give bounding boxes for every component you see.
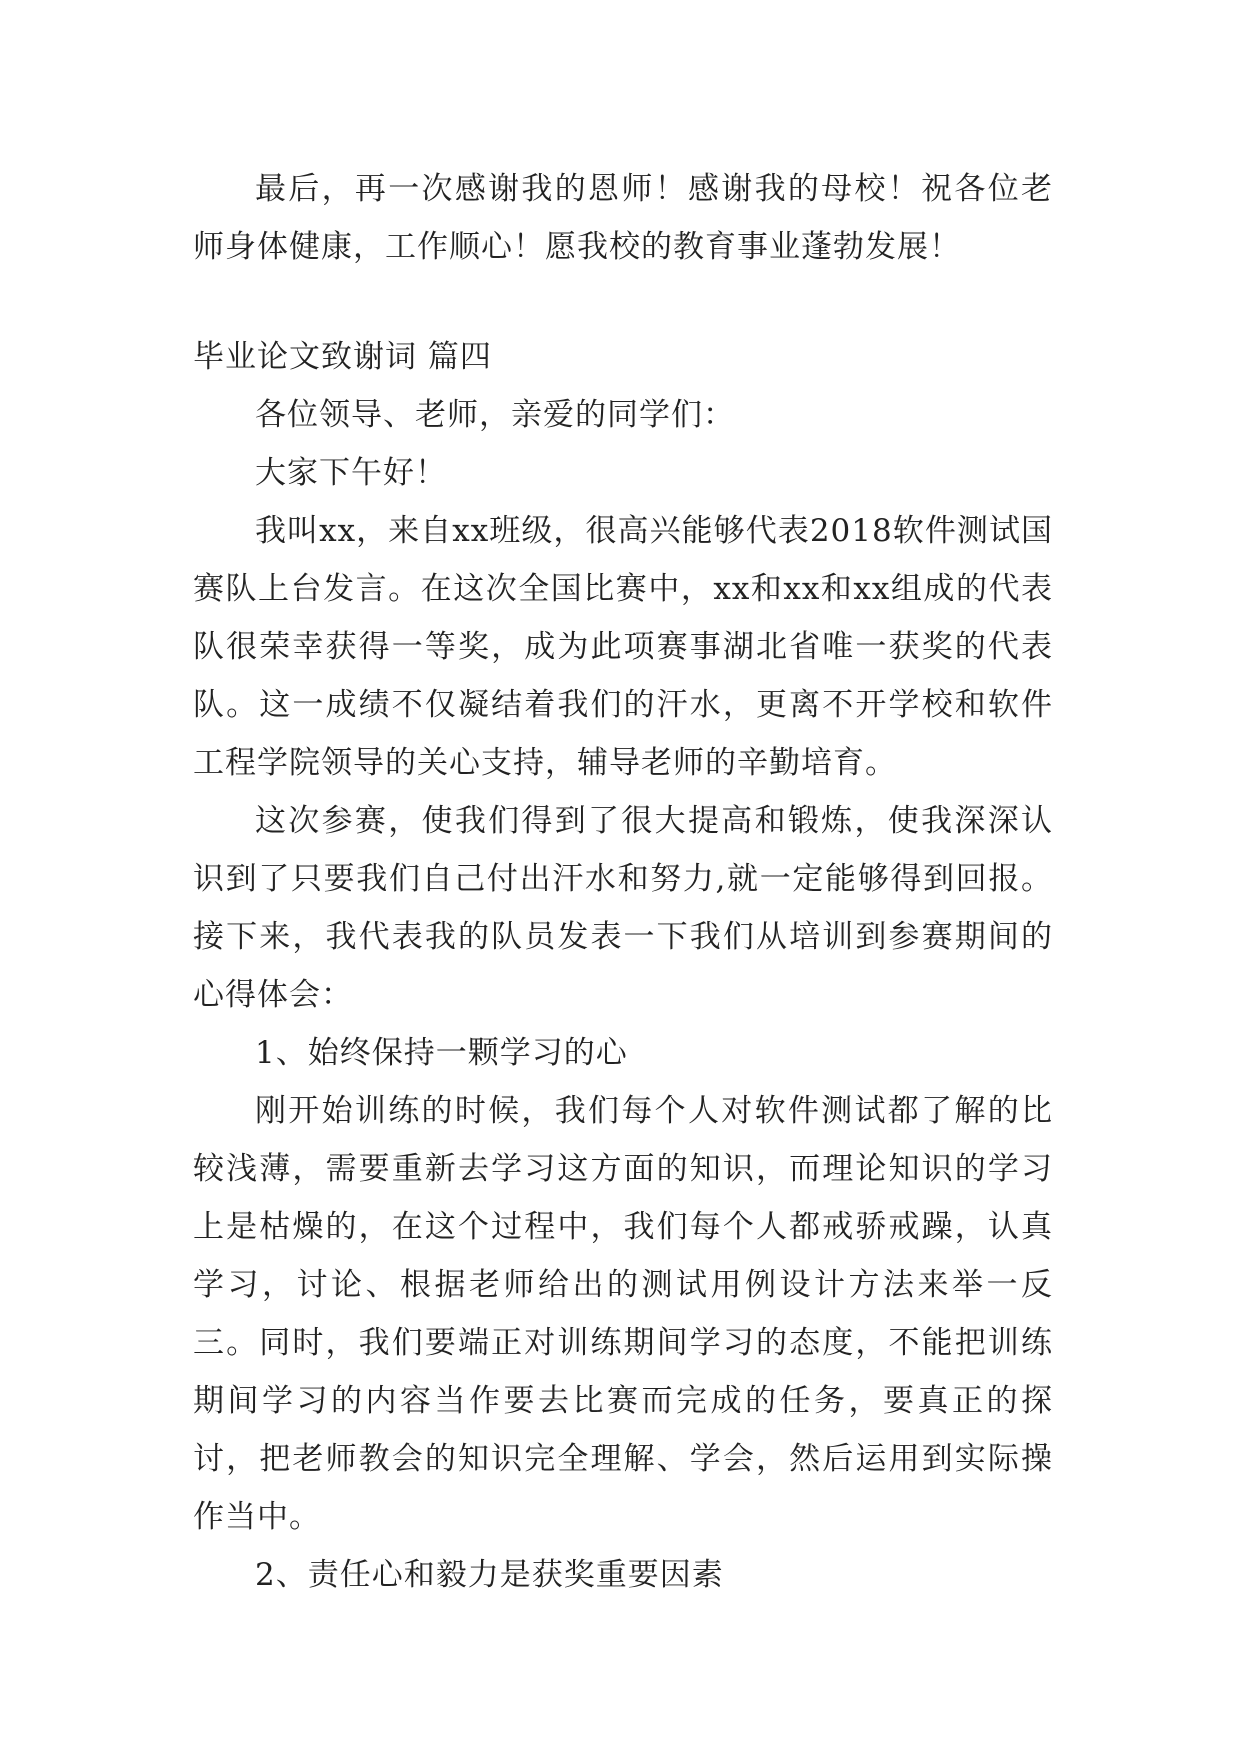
point-one-paragraph: 刚开始训练的时候，我们每个人对软件测试都了解的比较浅薄，需要重新去学习这方面的知识，而理论知识的学习上是枯燥的，在这个过程中，我们每个人都戒骄戒躁，认真学习，讨论、根据老师给出的测试用例设计方法来举一反三。同时，我们要端正对训练期间学习的态度，不能把训练期间学习的内容当作要去比赛而完成的任务，要真正的探讨，把老师教会的知识完全理解、学会，然后运用到实际操作当中。 [193, 1093, 1053, 1535]
document-content [193, 160, 1053, 1604]
salutation-paragraph: 各位领导、老师，亲爱的同学们： [255, 397, 735, 433]
reflection-paragraph: 这次参赛，使我们得到了很大提高和锻炼，使我深深认识到了只要我们自己付出汗水和努力,就一定能够得到回报。接下来，我代表我的队员发表一下我们从培训到参赛期间的心得体会： [193, 803, 1053, 1013]
greeting-paragraph: 大家下午好！ [255, 455, 447, 491]
section-title: 毕业论文致谢词 篇四 [193, 339, 492, 375]
point-one-heading: 1、始终保持一颗学习的心 [255, 1035, 628, 1071]
introduction-paragraph: 我叫xx，来自xx班级，很高兴能够代表2018软件测试国赛队上台发言。在这次全国比赛中，xx和xx和xx组成的代表队很荣幸获得一等奖，成为此项赛事湖北省唯一获奖的代表队。这一成绩不仅凝结着我们的汗水，更离不开学校和软件工程学院领导的关心支持，辅导老师的辛勤培育。 [193, 513, 1053, 781]
point-two-heading: 2、责任心和毅力是获奖重要因素 [255, 1557, 724, 1593]
closing-paragraph: 最后，再一次感谢我的恩师！感谢我的母校！祝各位老师身体健康，工作顺心！愿我校的教育事业蓬勃发展！ [193, 171, 1053, 265]
